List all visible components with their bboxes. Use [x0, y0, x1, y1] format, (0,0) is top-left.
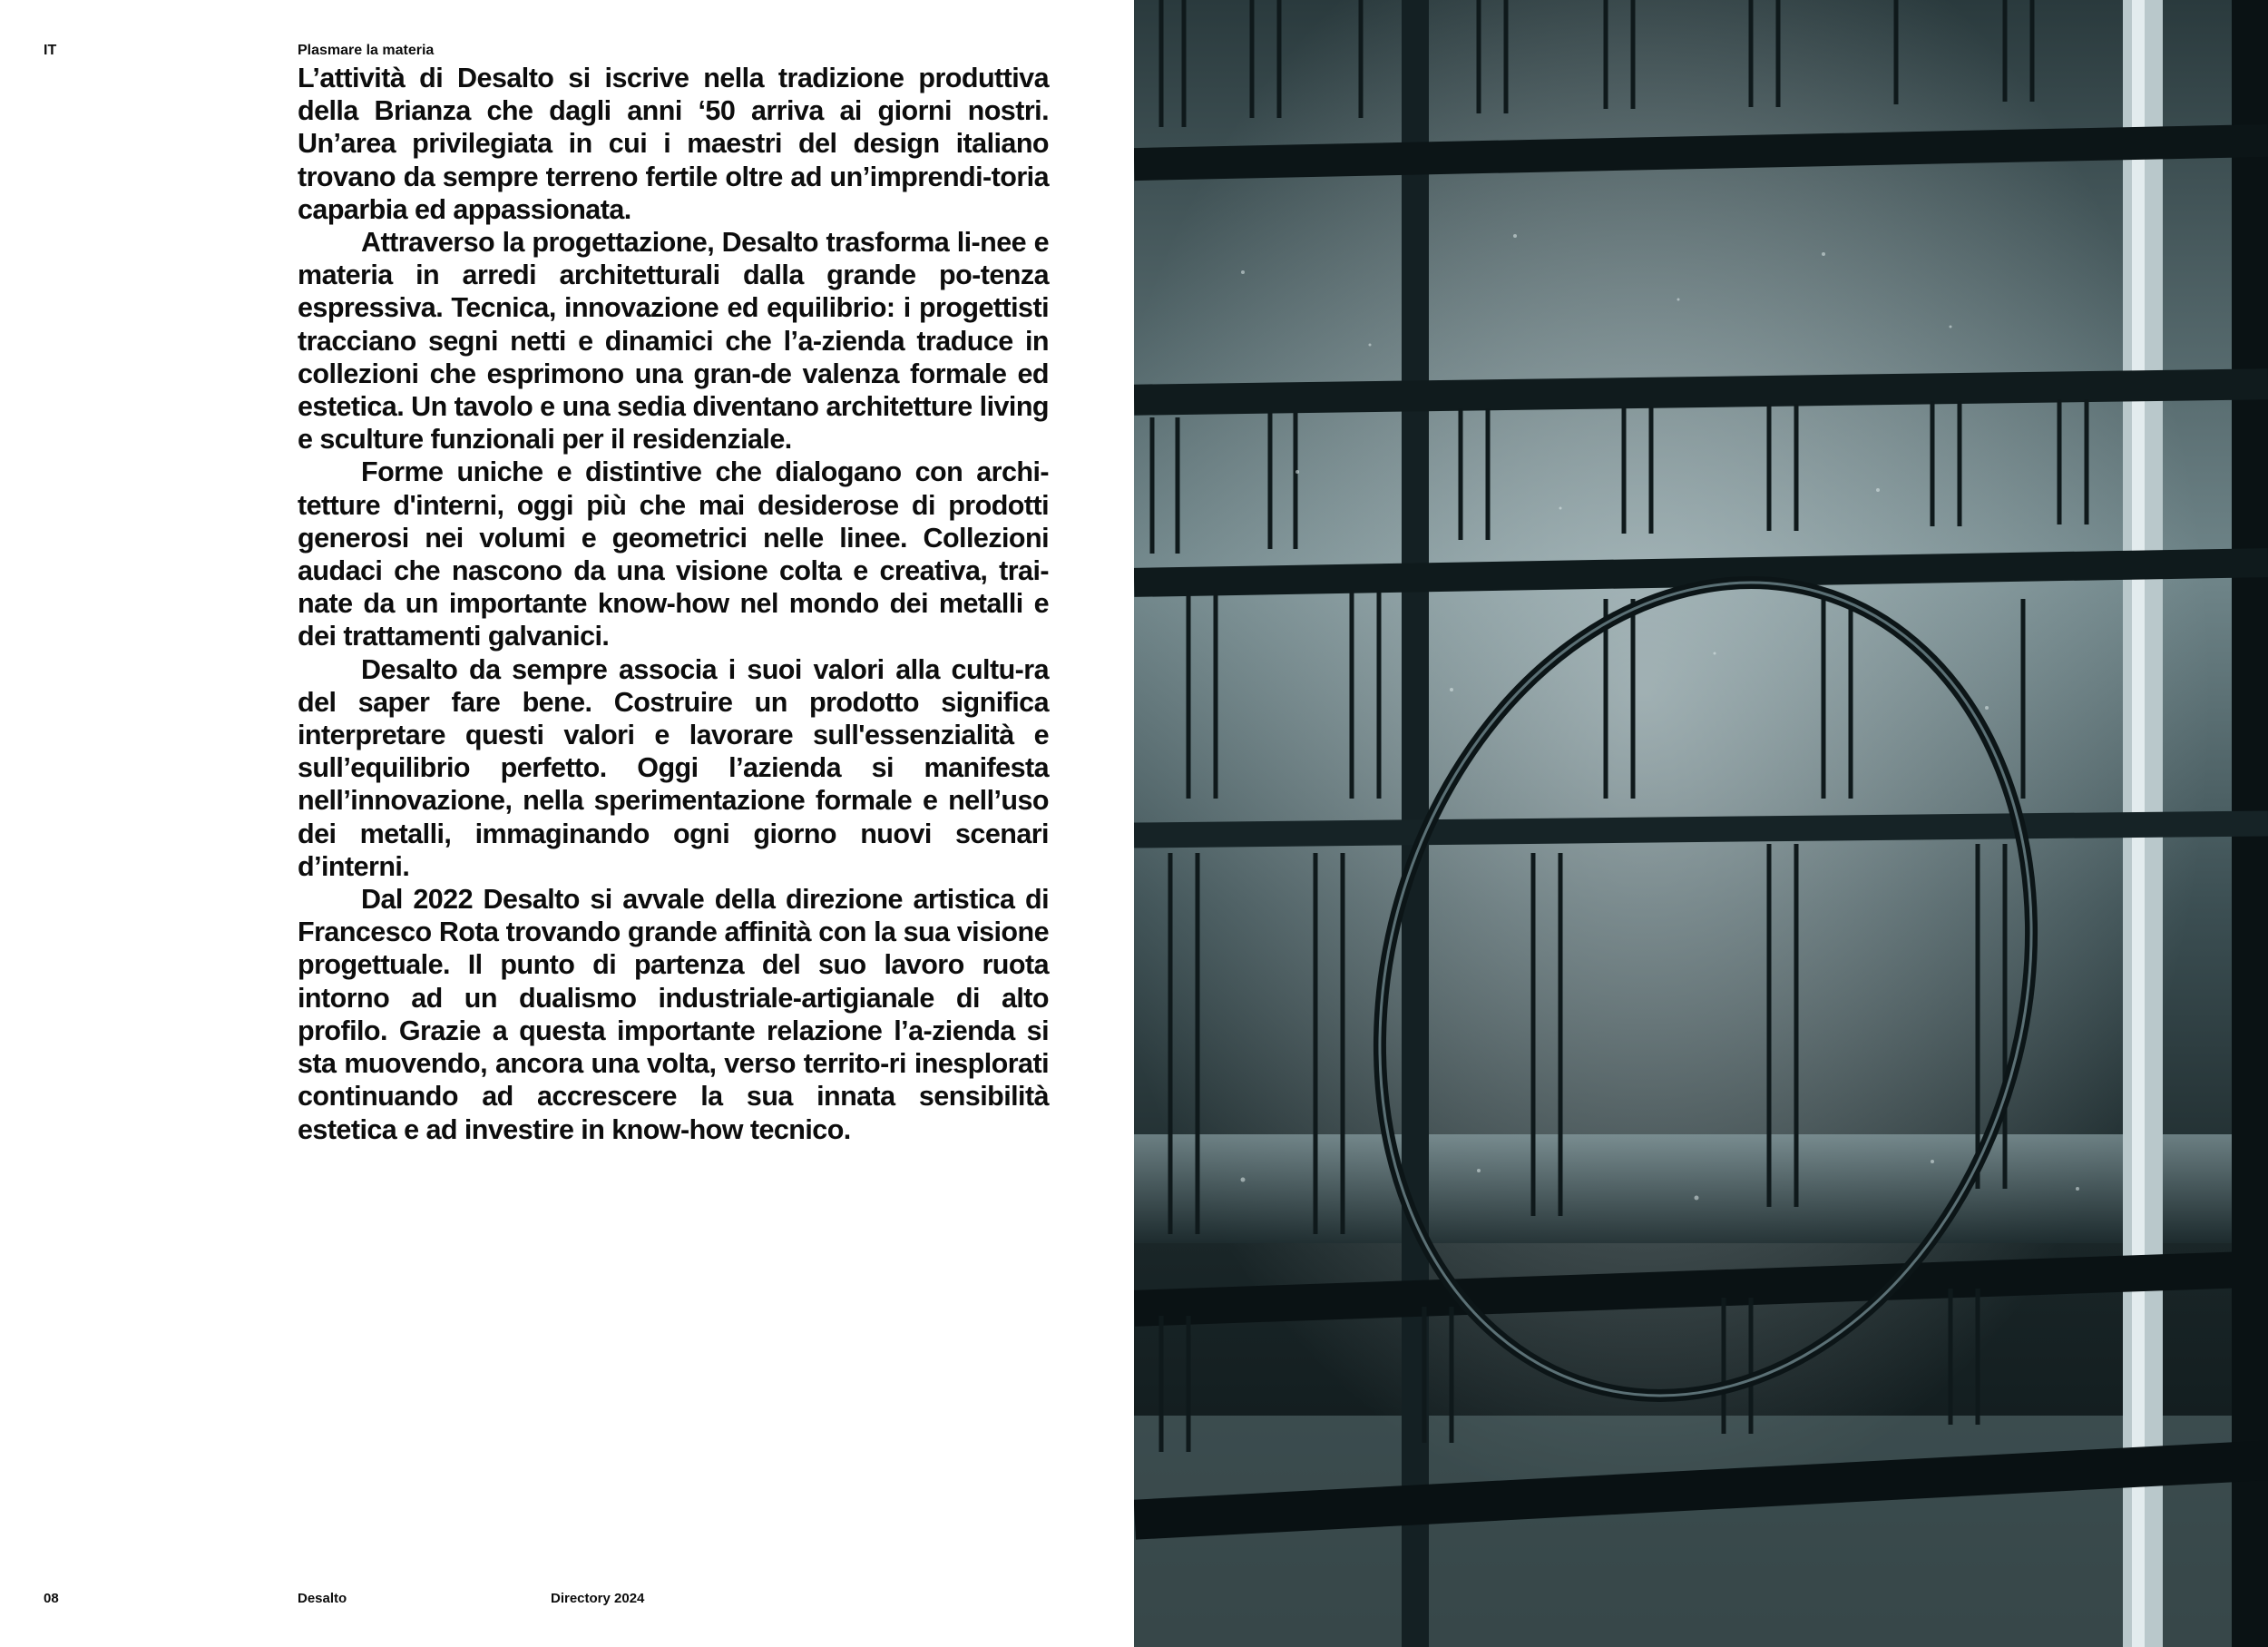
industrial-photo: [1134, 0, 2268, 1647]
section-title: Plasmare la materia: [298, 43, 435, 58]
page-number: 08: [44, 1591, 59, 1606]
paragraph: Dal 2022 Desalto si avvale della direzione artistica di Francesco Rota trovando grande affinità con la sua visione progettuale. Il punto di partenza del suo lavoro ruota intorno ad un dualismo industriale-artigianale di alto profilo. Grazie a questa importante relazione l’a-zienda si sta muovendo, ancora una volta, verso territo-ri inesplorati continuando ad accrescere la sua innata sensibilità estetica e ad investire in know-how tecnico.: [298, 884, 1049, 1145]
paragraph: L’attività di Desalto si iscrive nella tradizione produttiva della Brianza che dagli anni ‘50 arriva ai giorni nostri. Un’area privilegiata in cui i maestri del design italiano trovano da sempre terreno fertile oltre ad un’imprendi-toria caparbia ed appassionata.: [298, 63, 1049, 225]
paragraph: Attraverso la progettazione, Desalto trasforma li-nee e materia in arredi architetturali dalla grande po-tenza espressiva. Tecnica, innovazione ed equilibrio: i progettisti tracciano segni netti e dinamici che l’a-zienda traduce in collezioni che esprimono una gran-de valenza formale ed estetica. Un tavolo e una sedia diventano architetture living e sculture funzionali per il residenziale.: [298, 227, 1049, 456]
article-body: [298, 62, 1049, 1146]
footer-publication: Directory 2024: [551, 1591, 645, 1606]
language-label: IT: [44, 43, 57, 58]
footer-brand: Desalto: [298, 1591, 347, 1606]
paragraph: Desalto da sempre associa i suoi valori alla cultu-ra del saper fare bene. Costruire un prodotto significa interpretare questi valori e lavorare sull'essenzialità e sull’equilibrio perfetto. Oggi l’azienda si manifesta nell’innovazione, nella sperimentazione formale e nell’uso dei metalli, immaginando ogni giorno nuovi scenari d’interni.: [298, 653, 1049, 882]
galvanic-rack-photo-icon: [1134, 0, 2268, 1647]
paragraph: Forme uniche e distintive che dialogano con archi-tetture d'interni, oggi più che mai desiderose di prodotti generosi nei volumi e geometrici nelle linee. Collezioni audaci che nascono da una visione colta e creativa, trai-nate da un importante know-how nel mondo dei metalli e dei trattamenti galvanici.: [298, 456, 1049, 652]
